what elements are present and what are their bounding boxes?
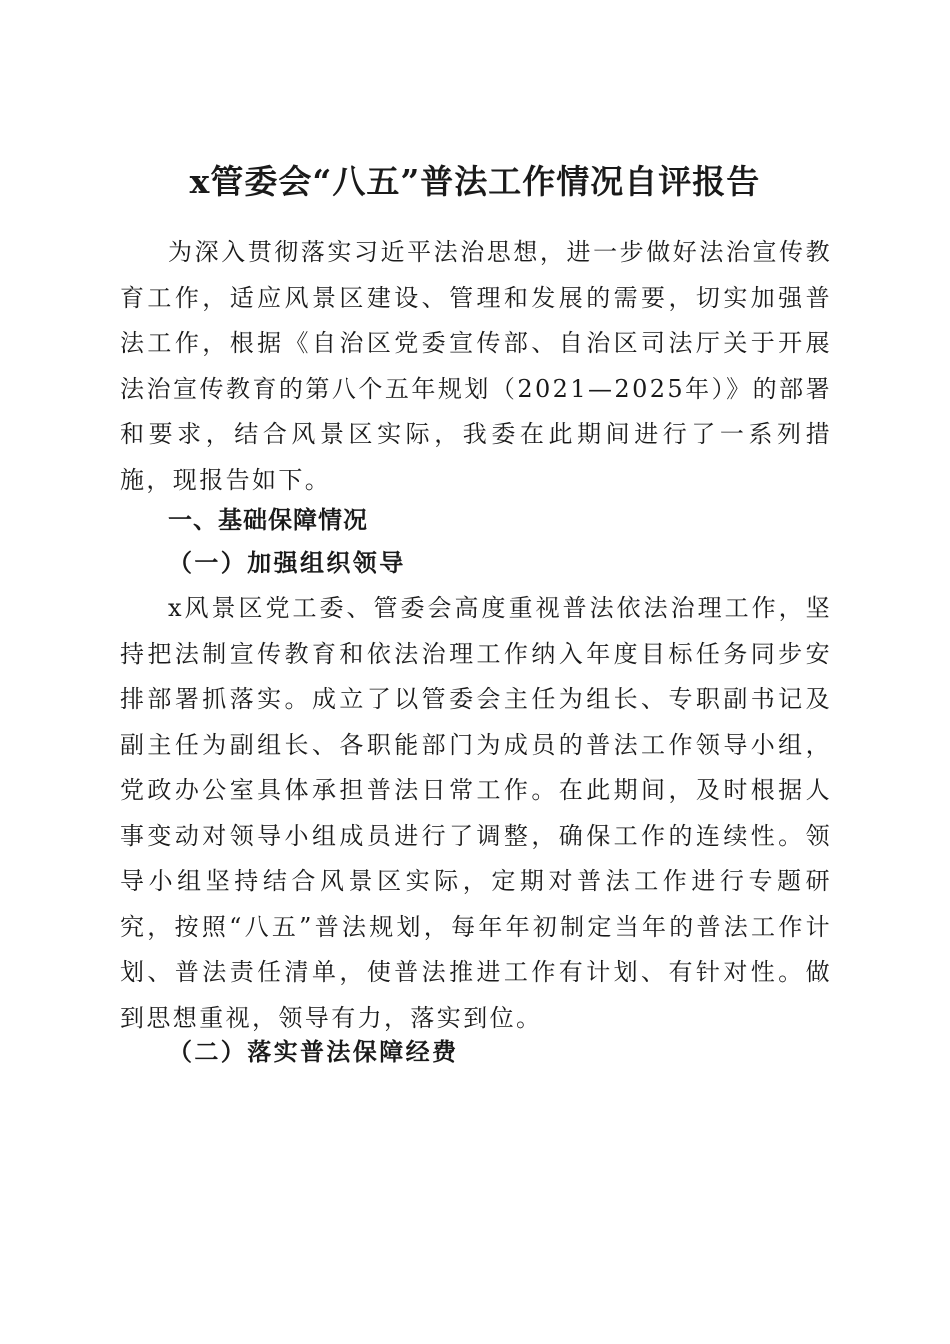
intro-paragraph: 为深入贯彻落实习近平法治思想，进一步做好法治宣传教育工作，适应风景区建设、管理和发展的需要，切实加强普法工作，根据《自治区党委宣传部、自治区司法厅关于开展法治宣传教育的第八个五年规划（2021—2025年）》的部署和要求，结合风景区实际，我委在此期间进行了一系列措施，现报告如下。 bbox=[120, 238, 832, 494]
organization-paragraph: x风景区党工委、管委会高度重视普法依法治理工作，坚持把法制宣传教育和依法治理工作纳入年度目标任务同步安排部署抓落实。成立了以管委会主任为组长、专职副书记及副主任为副组长、各职能部门为成员的普法工作领导小组，党政办公室具体承担普法日常工作。在此期间，及时根据人事变动对领导小组成员进行了调整，确保工作的连续性。领导小组坚持结合风景区实际，定期对普法工作进行专题研究，按照“八五”普法规划，每年年初制定当年的普法工作计划、普法责任清单，使普法推进工作有计划、有针对性。做到思想重视，领导有力，落实到位。 bbox=[120, 594, 832, 1032]
subsection-heading-organization: （一）加强组织领导 bbox=[168, 548, 406, 577]
section-heading-basic-guarantee: 一、基础保障情况 bbox=[168, 506, 368, 534]
document-title: x管委会“八五”普法工作情况自评报告 bbox=[189, 162, 761, 202]
subsection-heading-funding: （二）落实普法保障经费 bbox=[168, 1037, 459, 1066]
